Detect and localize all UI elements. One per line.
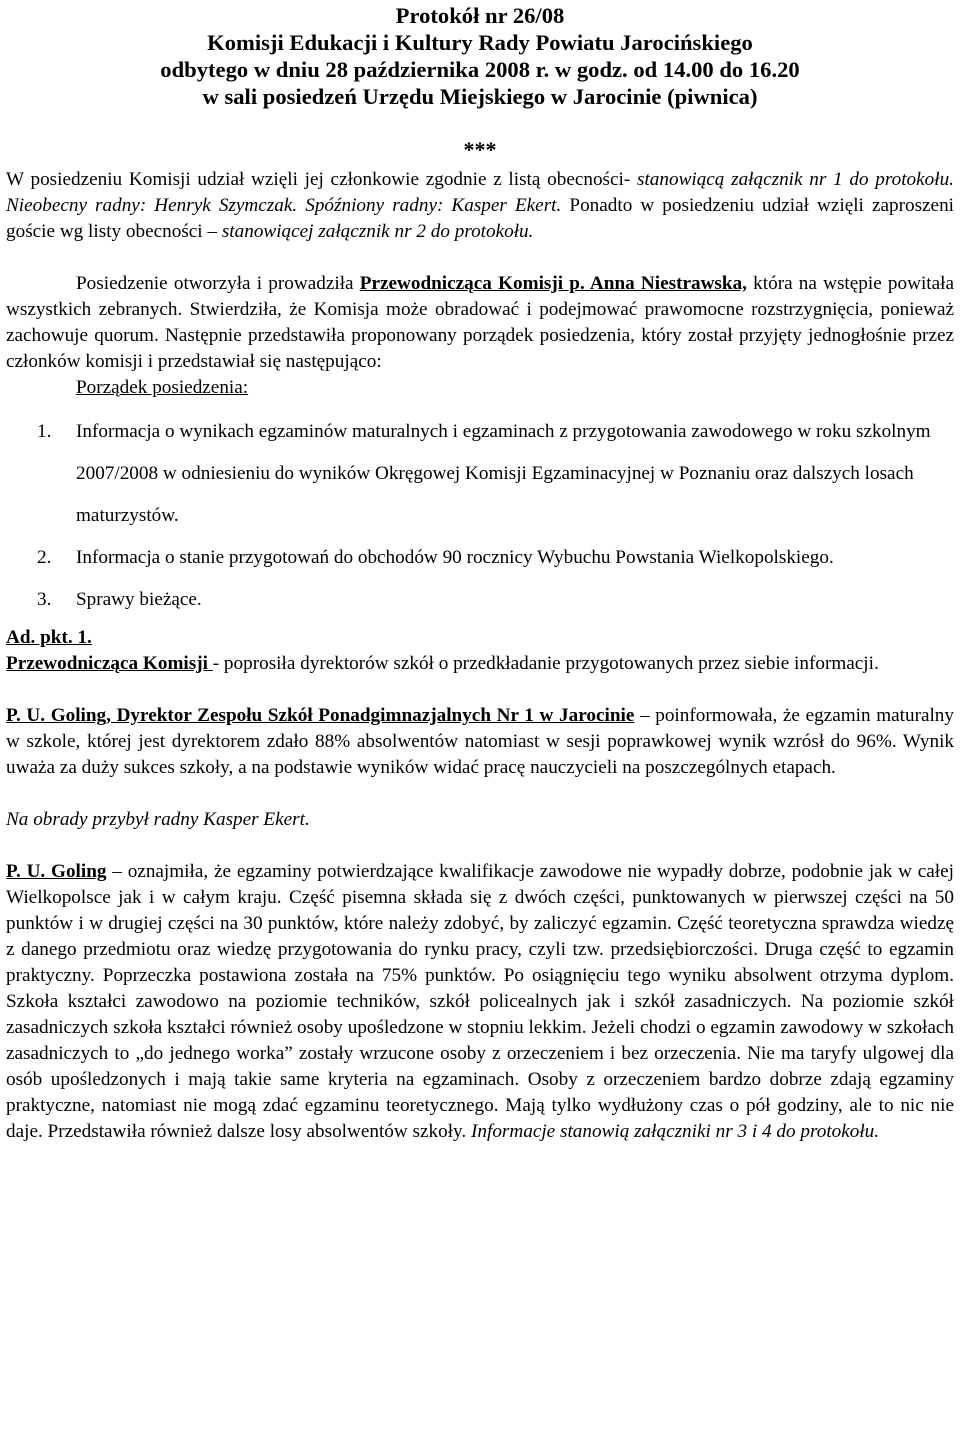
agenda-title: Porządek posiedzenia: [76,377,249,398]
arrival-note: Na obrady przybył radny Kasper Ekert. [6,809,310,830]
opening-paragraph: Posiedzenie otworzyła i prowadziła Przewodnicząca Komisji p. Anna Niestrawska, która na wstępie powitała wszystkich zebranych. Stwierdziła, że Komisja może obradować i podejmować prawomocne rozstrzygnięcia, ponieważ zachowuje quorum. Następnie przedstawiła proponowany porządek posiedzenia, który został przyjęty jednogłośnie przez członków komisji i przedstawiał się następująco: [6,273,954,372]
goling-exam-paragraph: P. U. Goling – oznajmiła, że egzaminy potwierdzające kwalifikacje zawodowe nie wypadły dobrze, podobnie jak w całej Wielkopolsce jak i w całym kraju. Część pisemna składa się z dwóch części, punktowanych w pierwszej części na 50 punktów i w drugiej części na 30 punktów, które należy zdobyć, by zaliczyć egzamin. Część teoretyczna sprawdza wiedzę z danego przedmiotu oraz wiedzę przygotowania do rynku pracy, czyli tzw. przedsiębiorczości. Druga część to egzamin praktyczny. Poprzeczka postawiona została na 75% punktów. Po osiągnięciu tego wyniku absolwent otrzyma dyplom. Szkoła kształci zawodowo na poziomie techników, szkół policealnych jak i szkół zasadniczych. Na poziomie szkół zasadniczych szkoła kształci również osoby upośledzone w stopniu lekkim. Jeżeli chodzi o egzamin zawodowy w szkołach zasadniczych to „do jednego worka” zostały wrzucone osoby z orzeczeniem i bez orzeczenia. Nie ma taryfy ulgowej dla osób upośledzonych i mają takie same kryteria na egzaminach. Osoby z orzeczeniem bardzo dobrze zdają egzaminy praktyczne, natomiast nie mogą zdać egzaminu teoretycznego. Mają tylko wydłużony czas o pół godziny, ale to nic nie daje. Przedstawiła również dalsze losy absolwentów szkoły. Informacje stanowią załączniki nr 3 i 4 do protokołu. [6,861,954,1142]
agenda-item: 1. Informacja o wynikach egzaminów maturalnych i egzaminach z przygotowania zawodowego w roku szkolnym 2007/2008 w odniesieniu do wyników Okręgowej Komisji Egzaminacyjnej w Poznaniu oraz dalszych losach maturzystów. [37,421,931,526]
goling-report-paragraph: P. U. Goling, Dyrektor Zespołu Szkół Ponadgimnazjalnych Nr 1 w Jarocinie – poinformowała, że egzamin maturalny w szkole, której jest dyrektorem zdało 88% absolwentów natomiast w sesji poprawkowej wynik wzrósł do 96%. Wynik uważa za duży sukces szkoły, a na podstawie wyników widać pracę nauczycieli na poszczególnych etapach. [6,705,954,778]
protocol-title: Protokół nr 26/08 [395,3,565,28]
committee-name: Komisji Edukacji i Kultury Rady Powiatu Jarocińskiego [207,30,753,55]
separator: *** [463,137,497,162]
chair-request-paragraph: Przewodnicząca Komisji - poprosiła dyrektorów szkół o przedkładanie przygotowanych przez siebie informacji. [6,653,879,674]
agenda-item: 3. Sprawy bieżące. [37,589,202,610]
agenda-list [6,411,954,621]
document-header [0,0,960,110]
agenda-item: 2. Informacja o stanie przygotowań do obchodów 90 rocznicy Wybuchu Powstania Wielkopolskiego. [37,547,834,568]
meeting-date: odbytego w dniu 28 października 2008 r. w godz. od 14.00 do 16.20 [160,57,800,82]
attendance-paragraph: W posiedzeniu Komisji udział wzięli jej członkowie zgodnie z listą obecności- stanowiącą załącznik nr 1 do protokołu. Nieobecny radny: Henryk Szymczak. Spóźniony radny: Kasper Ekert. Ponadto w posiedzeniu udział wzięli zaproszeni goście wg listy obecności – stanowiącej załącznik nr 2 do protokołu. [6,169,954,242]
agenda-point-heading: Ad. pkt. 1. [6,627,92,648]
document-body [0,167,960,1145]
meeting-place: w sali posiedzeń Urzędu Miejskiego w Jarocinie (piwnica) [202,84,758,109]
